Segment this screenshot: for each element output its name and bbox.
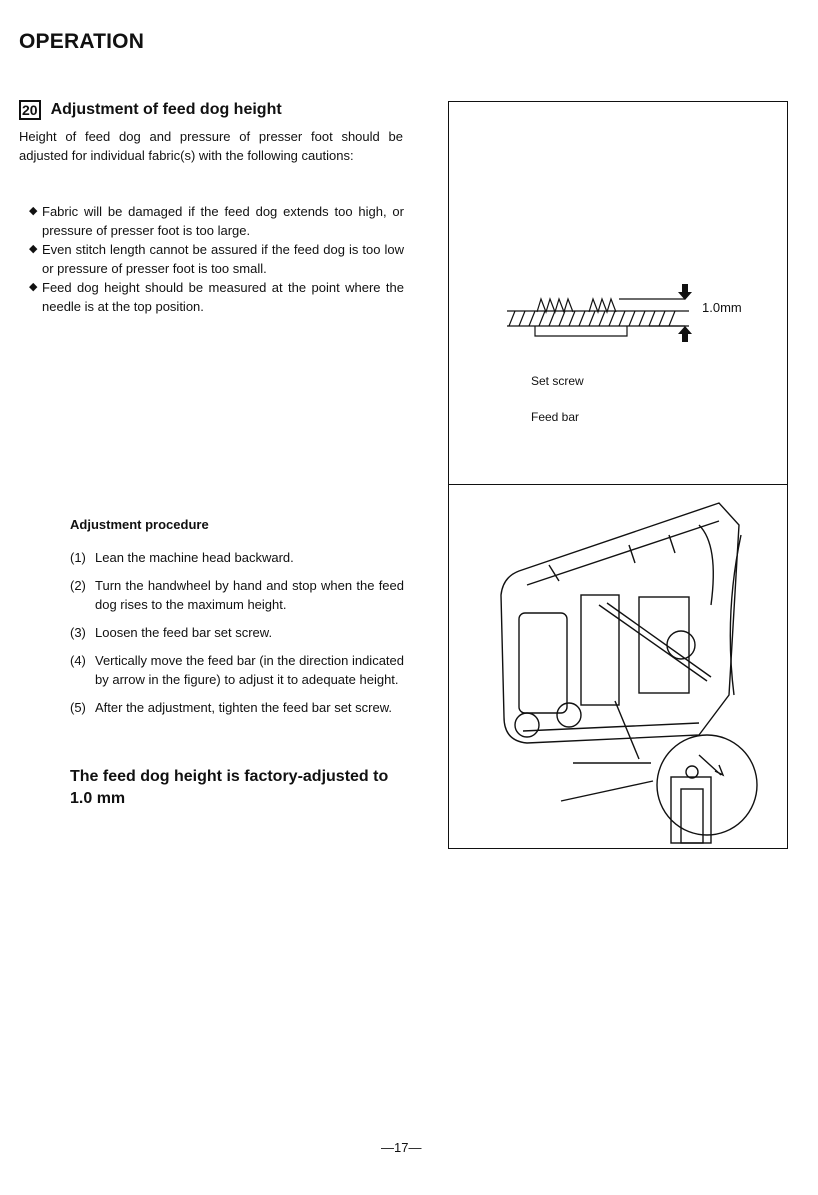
step-text: Turn the handwheel by hand and stop when the feed dog rises to the maximum height.: [95, 578, 404, 612]
diamond-bullet-icon: ◆: [29, 205, 38, 217]
procedure-steps: [70, 548, 404, 726]
procedure-step: [70, 576, 404, 614]
step-text: Loosen the feed bar set screw.: [95, 625, 273, 640]
procedure-step: [70, 623, 404, 642]
step-text: Vertically move the feed bar (in the direction indicated by arrow in the figure) to adjust it to adequate height.: [95, 653, 404, 687]
intro-paragraph: Height of feed dog and pressure of presser foot should be adjusted for individual fabric(s) with the following cautions:: [19, 129, 403, 163]
procedure-step: [70, 651, 404, 689]
cautions-list: [30, 202, 404, 316]
step-number: (5): [70, 700, 86, 715]
procedure-step: [70, 698, 404, 717]
procedure-title: Adjustment procedure: [70, 517, 209, 532]
caution-text: Even stitch length cannot be assured if the feed dog is too low or pressure of presser foot is too small.: [42, 242, 404, 276]
step-text: After the adjustment, tighten the feed bar set screw.: [95, 700, 393, 715]
caution-item: [30, 240, 404, 278]
step-number: (3): [70, 625, 86, 640]
caution-text: Fabric will be damaged if the feed dog extends too high, or pressure of presser foot is too large.: [42, 204, 404, 238]
caution-item: [30, 202, 404, 240]
step-number: (2): [70, 578, 86, 593]
diamond-bullet-icon: ◆: [29, 243, 38, 255]
section-number: 20: [19, 100, 41, 120]
callout-set-screw: Set screw: [531, 374, 584, 388]
step-number: (1): [70, 550, 86, 565]
section-heading: [19, 100, 282, 120]
caution-text: Feed dog height should be measured at the point where the needle is at the top position.: [42, 280, 404, 314]
callout-feed-bar: Feed bar: [531, 410, 580, 424]
step-text: Lean the machine head backward.: [95, 550, 294, 565]
machine-underside-illustration: [449, 485, 786, 847]
figure-frame: [448, 101, 788, 849]
procedure-step: [70, 548, 404, 567]
page-header: OPERATION: [19, 30, 145, 53]
feed-dog-height-diagram: [449, 102, 786, 484]
diamond-bullet-icon: ◆: [29, 281, 38, 293]
caution-item: [30, 278, 404, 316]
page-number: —17—: [381, 1140, 422, 1155]
factory-setting-note: The feed dog height is factory-adjusted to 1.0 mm: [70, 768, 389, 807]
dimension-label: 1.0mm: [702, 300, 742, 315]
step-number: (4): [70, 653, 86, 668]
section-title: Adjustment of feed dog height: [50, 101, 282, 118]
